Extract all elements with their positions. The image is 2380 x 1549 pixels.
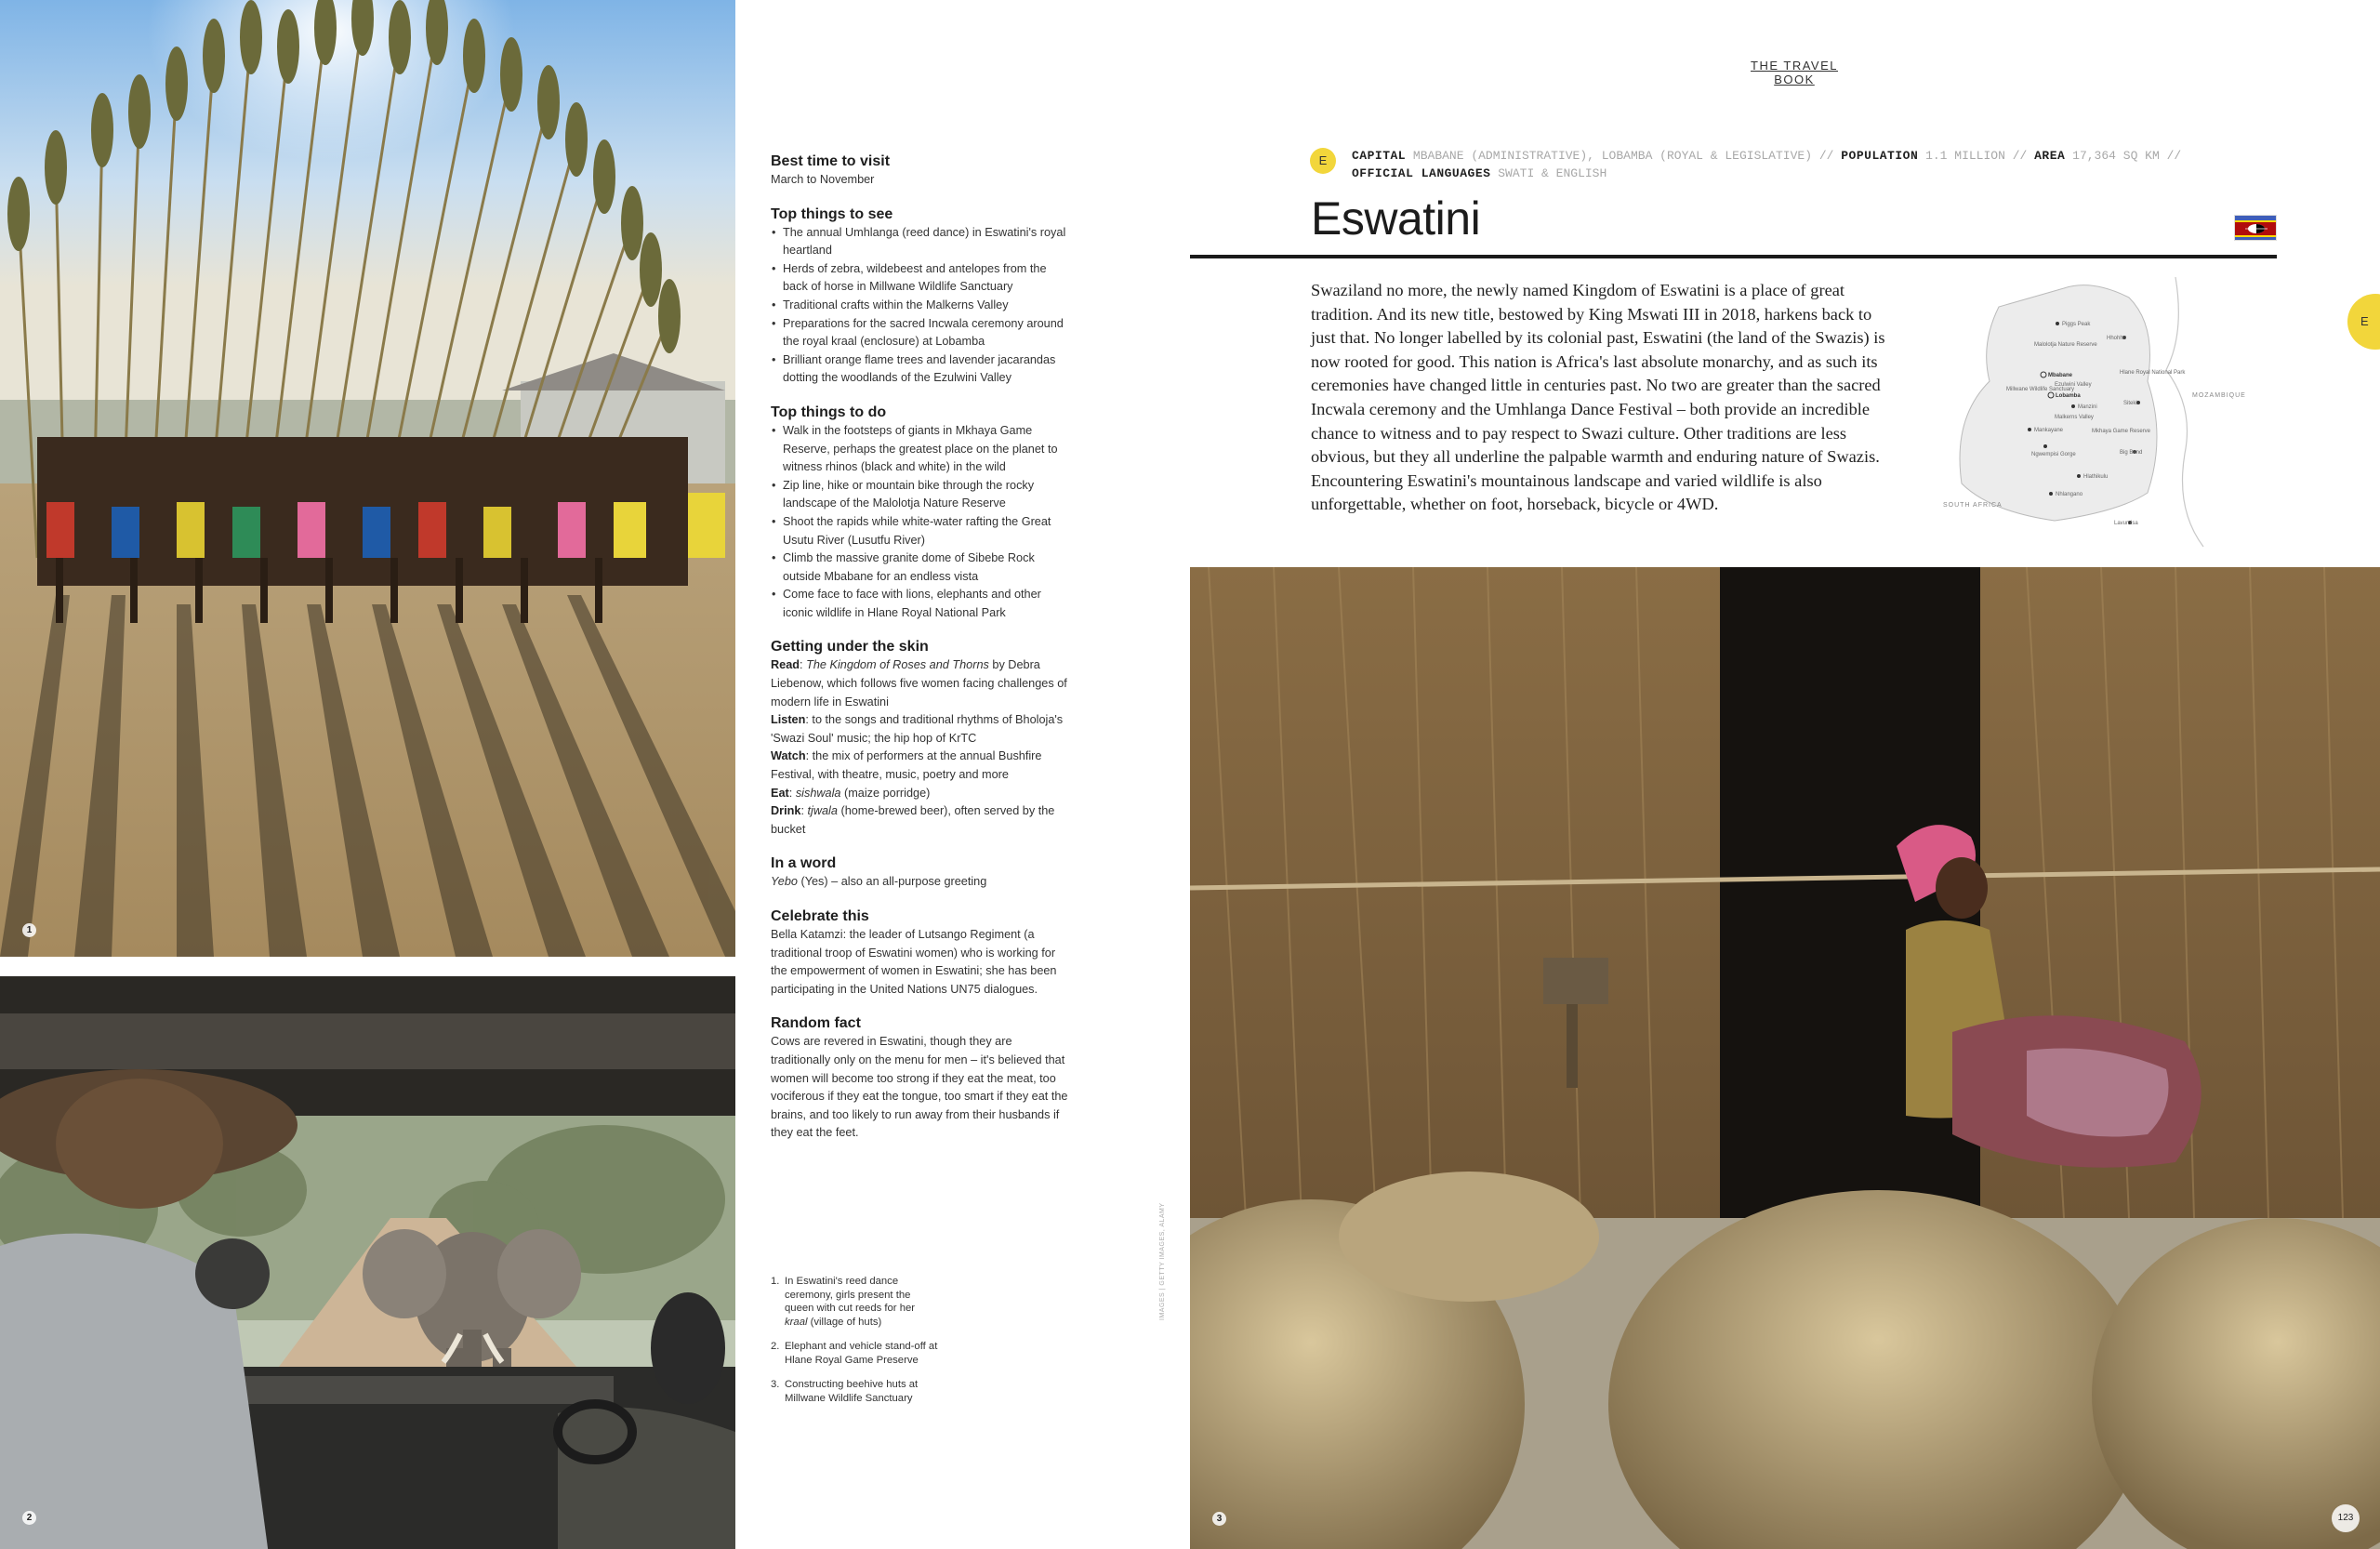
list-item: • Herds of zebra, wildebeest and antelopes from the back of horse in Millwane Wildlife Sanctuary [771,260,1073,297]
map-place: Ngwempisi Gorge [2031,452,2076,457]
list-item: • Walk in the footsteps of giants in Mkhaya Game Reserve, perhaps the greatest place on the planet to witness rhinos (black and white) in the wild [771,422,1073,477]
intro-paragraph: Swaziland no more, the newly named Kingdom of Eswatini is a place of great tradition. And its new title, bestowed by King Mswati III in 2018, harkens back to just that. No longer labelled by its colonial past, Eswatini (the land of the Swazis) is now rooted for good. This nation is Africa's last absolute monarchy, and as such its ceremonies have changed little in centuries past. No two are greater than the sacred Incwala ceremony and the Umhlanga Dance Festival – both provide an incredible chance to witness and to pay respect to Swazi culture. Other traditions are less obvious, but they all underline the palpable warmth and enduring nature of Swazis. Encountering Eswatini's mountainous landscape and varied wildlife is also unforgettable, whether on foot, horseback, bicycle or 4WD. [1311,281,1885,514]
caption-emphasis: kraal [785,1316,808,1328]
list-item: • Climb the massive granite dome of Sibebe Rock outside Mbabane for an endless vista [771,549,1073,586]
celebrate-text: Bella Katamzi: the leader of Lutsango Regiment (a traditional troop of Eswatini women) who is working for the empowerment of women in Eswatini; she has been participating in the United Nations UN75 dialogues. [771,928,1057,996]
caption-text-end: (village of huts) [807,1316,882,1328]
map-place: Ezulwini Valley [2055,382,2092,388]
map-place: Hlane Royal National Park [2120,370,2186,376]
random-fact-section [771,1013,1073,1143]
caption-3 [771,1378,938,1405]
listen-label: Listen [771,713,806,727]
read-label: Read [771,658,800,672]
celebrate-heading: Celebrate this [771,908,869,924]
sidebar-facts [771,152,1073,1158]
top-see-heading: Top things to see [771,205,893,222]
map-place: Hlathikulu [2083,474,2109,480]
eat-dish: sishwala [795,786,841,800]
in-a-word-heading: In a word [771,855,837,872]
country-map [1924,270,2278,549]
drink-text: (home-brewed beer), often served by the bucket [771,804,1055,836]
map-place: Malolotja Nature Reserve [2034,342,2097,348]
caption-text: In Eswatini's reed dance ceremony, girls present the queen with cut reeds for her [785,1276,916,1314]
drink-name: tjwala [807,804,838,818]
best-time-heading: Best time to visit [771,153,891,169]
drink-item: Drink: tjwala (home-brewed beer), often served by the bucket [771,804,1055,836]
map-place: Mkhaya Game Reserve [2092,429,2151,434]
watch-item [771,748,1073,784]
read-item: Read: The Kingdom of Roses and Thorns by Debra Liebenow, which follows five women facing challenges of modern life in Eswatini [771,658,1067,708]
map-place: Mankayane [2034,428,2064,433]
best-time-section [771,152,1073,190]
population-label: POPULATION [1841,149,1919,163]
photo-reed-dance [0,0,735,957]
under-skin-section [771,637,1073,839]
map-place: Malkerns Valley [2055,415,2094,420]
photo-captions [771,1275,938,1416]
country-facts [1352,147,2281,182]
title-rule [1190,255,2277,258]
map-label-mozambique: MOZAMBIQUE [2192,392,2246,399]
capital-label: CAPITAL [1352,149,1407,163]
top-see-section [771,205,1073,388]
celebrate-section [771,907,1073,999]
section-tab: E [2347,294,2380,350]
in-a-word-meaning: (Yes) – also an all-purpose greeting [797,875,987,889]
random-fact-text: Cows are revered in Eswatini, though they are traditionally only on the menu for men – it's believed that women will become too strong if they eat the meat, too vociferous if they eat the tongue, too smart if they eat the brains, and too likely to run away from their husbands if they eat the feet. [771,1035,1068,1140]
list-item: • Zip line, hike or mountain bike through the rocky landscape of the Malolotja Nature Reserve [771,477,1073,513]
eat-item: Eat: sishwala (maize porridge) [771,786,931,800]
best-time-text: March to November [771,173,875,186]
list-item: • Traditional crafts within the Malkerns Valley [771,297,1073,315]
map-place: Hhohho [2107,336,2127,341]
page-title: Eswatini [1311,192,1481,245]
map-place: Big Bend [2120,450,2143,456]
photo-number-3: 3 [1212,1512,1226,1526]
in-a-word-text [771,873,1073,892]
map-place: Piggs Peak [2062,322,2091,327]
list-item: • Shoot the rapids while white-water rafting the Great Usutu River (Lusutfu River) [771,513,1073,549]
eat-label: Eat [771,786,789,800]
read-text: by Debra Liebenow, which follows five women facing challenges of modern life in Eswatini [771,658,1067,708]
map-place: Millwane Wildlife Sanctuary [2006,387,2075,392]
map-place: Lavumisa [2114,521,2138,526]
map-place: Mbabane [2048,373,2073,378]
list-item: • Brilliant orange flame trees and lavender jacarandas dotting the woodlands of the Ezulwini Valley [771,351,1073,388]
listen-text: : to the songs and traditional rhythms of Bholoja's 'Swazi Soul' music; the hip hop of KrTC [771,713,1064,745]
map-place: Lobamba [2056,393,2081,399]
area-value: 17,364 SQ KM [2072,149,2160,163]
letter-badge: E [1310,148,1336,174]
map-place: Nhlangano [2056,492,2083,497]
watch-label: Watch [771,749,806,763]
in-a-word-word: Yebo [771,875,798,889]
list-item: • Come face to face with lions, elephants and other iconic wildlife in Hlane Royal National Park [771,586,1073,622]
separator: // [1818,149,1834,163]
top-do-heading: Top things to do [771,404,887,420]
photo-number-2: 2 [22,1511,36,1525]
watch-text: : the mix of performers at the annual Bushfire Festival, with theatre, music, poetry and more [771,749,1042,782]
separator: // [2166,149,2182,163]
capital-value: MBABANE (ADMINISTRATIVE), LOBAMBA (ROYAL & LEGISLATIVE) [1412,149,1812,163]
list-item: • Preparations for the sacred Incwala ceremony around the royal kraal (enclosure) at Lobamba [771,315,1073,351]
read-title: The Kingdom of Roses and Thorns [806,658,989,672]
list-item: • The annual Umhlanga (reed dance) in Eswatini's royal heartland [771,224,1073,260]
population-value: 1.1 MILLION [1925,149,2005,163]
listen-item [771,711,1073,748]
map-place: Siteki [2123,401,2137,406]
in-a-word-section [771,854,1073,892]
drink-label: Drink [771,804,801,818]
caption-1 [771,1275,938,1329]
eswatini-flag-icon [2234,215,2277,241]
caption-2 [771,1340,938,1367]
eat-text: (maize porridge) [840,786,931,800]
caption-text: Elephant and vehicle stand-off at Hlane Royal Game Preserve [785,1341,938,1366]
caption-text: Constructing beehive huts at Millwane Wildlife Sanctuary [785,1379,919,1404]
separator: // [2012,149,2028,163]
caption-number: 2. [771,1341,780,1352]
map-place: Manzini [2078,404,2097,410]
under-skin-heading: Getting under the skin [771,639,929,655]
random-fact-heading: Random fact [771,1015,861,1032]
caption-number: 1. [771,1276,780,1287]
area-label: AREA [2034,149,2066,163]
photo-beehive-huts [1190,567,2380,1549]
map-label-south-africa: SOUTH AFRICA [1943,502,2003,509]
photo-elephant [0,976,735,1549]
languages-label: OFFICIAL LANGUAGES [1352,166,1491,180]
image-credits: IMAGES | GETTY IMAGES, ALAMY [1159,1202,1166,1320]
languages-value: SWATI & ENGLISH [1498,166,1607,180]
top-do-section [771,403,1073,623]
photo-number-1: 1 [22,923,36,937]
caption-number: 3. [771,1379,780,1390]
book-title: THE TRAVEL BOOK [1751,59,1838,86]
page-number: 123 [2332,1504,2360,1532]
